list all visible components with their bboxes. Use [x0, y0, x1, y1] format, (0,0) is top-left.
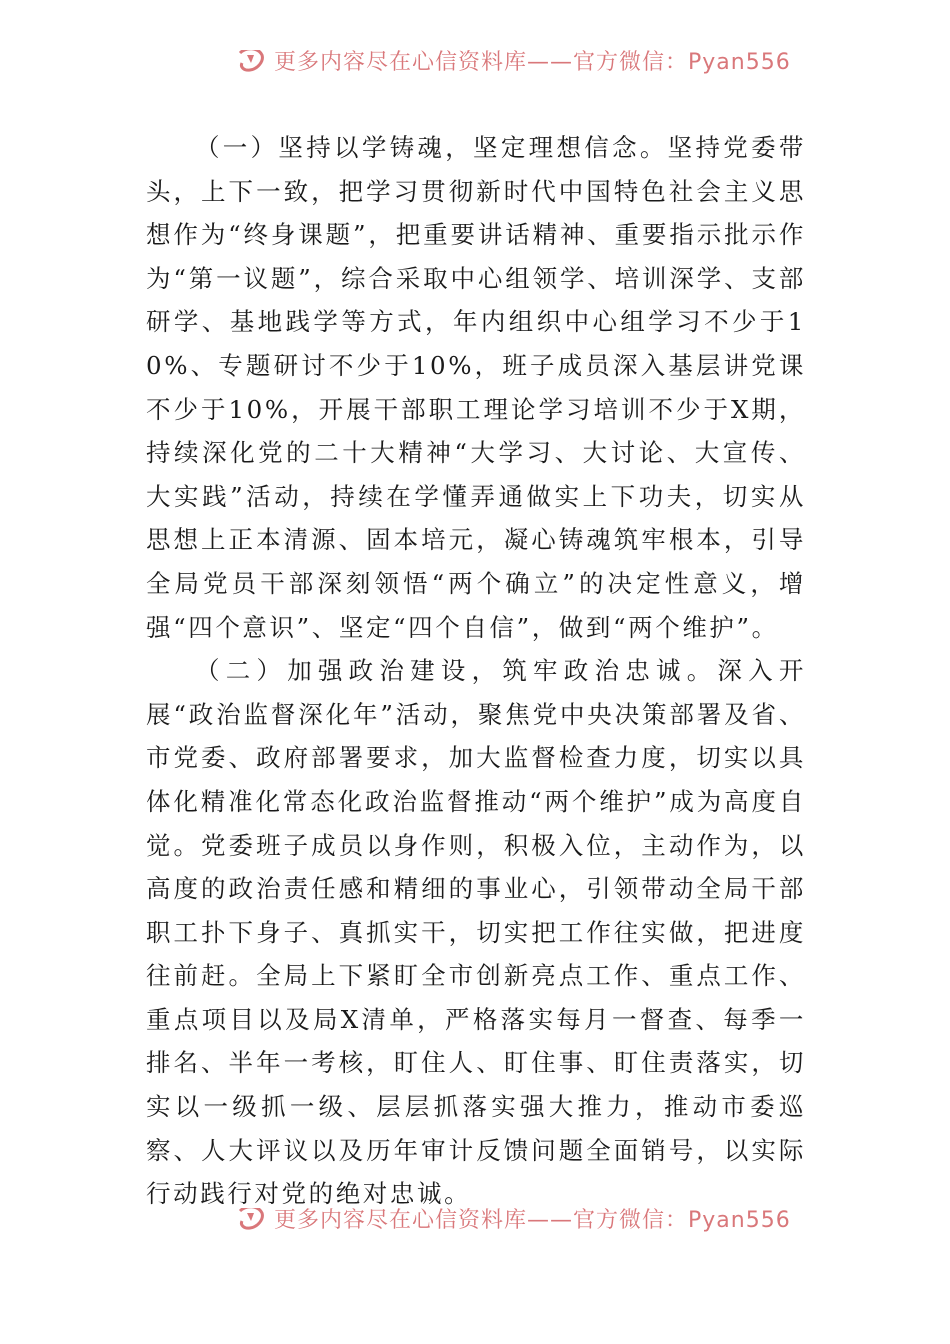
watermark-logo-icon — [234, 1208, 268, 1235]
paragraph-1: （一）坚持以学铸魂，坚定理想信念。坚持党委带头，上下一致，把学习贯彻新时代中国特色社会主义思想作为“终身课题”，把重要讲话精神、重要指示批示作为“第一议题”，综合采取中心组领学、培训深学、支部研学、基地践学等方式，年内组织中心组学习不少于10%、专题研讨不少于10%，班子成员深入基层讲党课不少于10%，开展干部职工理论学习培训不少于X期，持续深化党的二十大精神“大学习、大讨论、大宣传、大实践”活动，持续在学懂弄通做实上下功夫，切实从思想上正本清源、固本培元，凝心铸魂筑牢根本，引导全局党员干部深刻领悟“两个确立”的决定性意义，增强“四个意识”、坚定“四个自信”，做到“两个维护”。 — [146, 133, 806, 642]
watermark-logo-icon — [234, 50, 268, 77]
watermark-text: 更多内容尽在心信资料库——官方微信：Pyan556 — [274, 50, 791, 75]
watermark-text: 更多内容尽在心信资料库——官方微信：Pyan556 — [274, 1208, 791, 1233]
document-body — [146, 126, 806, 1216]
paragraph-2: （二）加强政治建设，筑牢政治忠诚。深入开展“政治监督深化年”活动，聚焦党中央决策部署及省、市党委、政府部署要求，加大监督检查力度，切实以具体化精准化常态化政治监督推动“两个维护”成为高度自觉。党委班子成员以身作则，积极入位，主动作为，以高度的政治责任感和精细的事业心，引领带动全局干部职工扑下身子、真抓实干，切实把工作往实做，把进度往前赶。全局上下紧盯全市创新亮点工作、重点工作、重点项目以及局X清单，严格落实每月一督查、每季一排名、半年一考核，盯住人、盯住事、盯住责落实，切实以一级抓一级、层层抓落实强大推力，推动市委巡察、人大评议以及历年审计反馈问题全面销号，以实际行动践行对党的绝对忠诚。 — [146, 656, 806, 1209]
watermark-top — [0, 50, 950, 84]
watermark-bottom — [0, 1208, 950, 1242]
